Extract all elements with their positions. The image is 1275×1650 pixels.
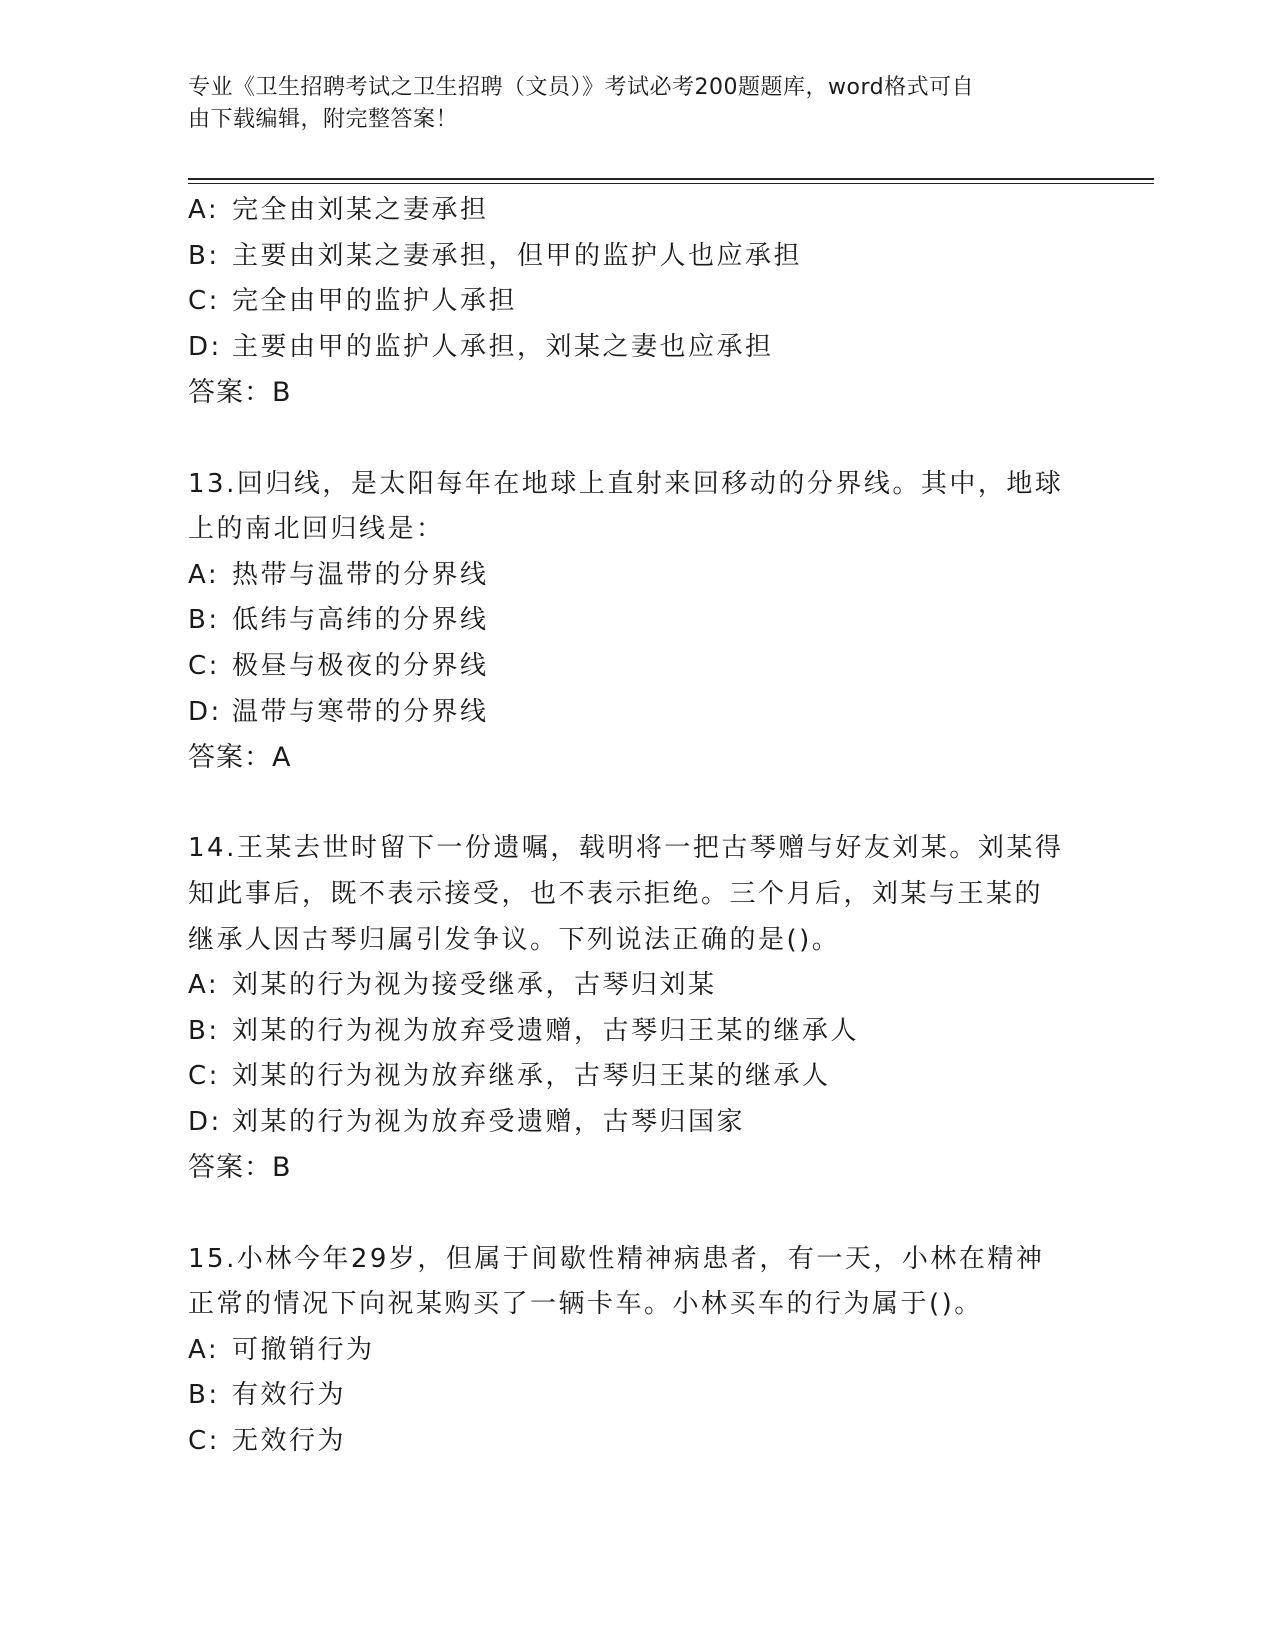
answer: 答案：A [188, 742, 292, 774]
option-text: 温带与寒带的分界线 [232, 696, 489, 727]
option-a [188, 188, 1068, 234]
option-key: A: [188, 559, 220, 590]
option-a [188, 553, 1068, 599]
question-content [188, 188, 1068, 1465]
spacer [188, 781, 1068, 827]
option-text: 低纬与高纬的分界线 [232, 605, 489, 636]
option-text: 热带与温带的分界线 [232, 559, 489, 590]
option-key: A: [188, 1334, 220, 1365]
option-key: B: [188, 240, 220, 271]
option-text: 可撤销行为 [232, 1334, 375, 1365]
option-text: 极昼与极夜的分界线 [232, 650, 489, 681]
option-key: C: [188, 1061, 220, 1092]
option-key: C: [188, 1426, 220, 1457]
option-b [188, 598, 1068, 644]
question-stem: 14.王某去世时留下一份遗嘱，载明将一把古琴赠与好友刘某。刘某得 [188, 833, 1064, 864]
option-a [188, 1328, 1068, 1374]
option-key: A: [188, 195, 220, 225]
option-c [188, 1054, 1068, 1100]
option-d [188, 325, 1068, 371]
document-header [188, 72, 1068, 136]
answer: 答案：B [188, 1152, 292, 1184]
option-text: 刘某的行为视为接受继承，古琴归刘某 [232, 970, 717, 1001]
option-text: 刘某的行为视为放弃受遗赠，古琴归国家 [232, 1106, 746, 1137]
option-text: 有效行为 [232, 1380, 347, 1411]
header-line-1: 专业《卫生招聘考试之卫生招聘（文员）》考试必考200题题库，word格式可自 [188, 75, 975, 100]
option-text: 刘某的行为视为放弃受遗赠，古琴归王某的继承人 [232, 1015, 860, 1046]
option-text: 刘某的行为视为放弃继承，古琴归王某的继承人 [232, 1061, 831, 1092]
option-text: 主要由甲的监护人承担，刘某之妻也应承担 [232, 331, 774, 362]
header-rule-thick [188, 178, 1154, 180]
option-text: 无效行为 [232, 1426, 347, 1457]
spacer [188, 1191, 1068, 1237]
question-stem: 继承人因古琴归属引发争议。下列说法正确的是()。 [188, 924, 841, 955]
option-b [188, 1009, 1068, 1055]
option-key: D: [188, 696, 222, 727]
option-d [188, 690, 1068, 736]
option-b [188, 234, 1068, 280]
option-key: A: [188, 970, 220, 1001]
option-a [188, 963, 1068, 1009]
option-key: B: [188, 1380, 220, 1411]
answer: 答案：B [188, 377, 292, 409]
option-key: B: [188, 605, 220, 636]
option-text: 主要由刘某之妻承担，但甲的监护人也应承担 [232, 240, 803, 271]
question-13 [188, 462, 1068, 781]
question-stem: 正常的情况下向祝某购买了一辆卡车。小林买车的行为属于()。 [188, 1289, 983, 1320]
question-stem: 知此事后，既不表示接受，也不表示拒绝。三个月后，刘某与王某的 [188, 878, 1044, 909]
question-12 [188, 188, 1068, 416]
spacer [188, 416, 1068, 462]
option-text: 完全由刘某之妻承担 [232, 195, 489, 225]
option-key: B: [188, 1015, 220, 1046]
option-text: 完全由甲的监护人承担 [232, 286, 518, 317]
option-c [188, 279, 1068, 325]
option-key: C: [188, 650, 220, 681]
option-key: D: [188, 331, 222, 362]
option-d [188, 1100, 1068, 1146]
header-line-2: 由下载编辑，附完整答案！ [188, 107, 459, 132]
header-rule-thin [188, 183, 1154, 184]
option-c [188, 1419, 1068, 1465]
option-key: C: [188, 286, 220, 317]
question-15 [188, 1237, 1068, 1465]
question-stem: 13.回归线，是太阳每年在地球上直射来回移动的分界线。其中，地球 [188, 468, 1064, 499]
question-stem: 15.小林今年29岁，但属于间歇性精神病患者，有一天，小林在精神 [188, 1243, 1045, 1274]
question-stem: 上的南北回归线是： [188, 514, 445, 545]
option-b [188, 1373, 1068, 1419]
option-c [188, 644, 1068, 690]
option-key: D: [188, 1106, 222, 1137]
question-14 [188, 826, 1068, 1191]
